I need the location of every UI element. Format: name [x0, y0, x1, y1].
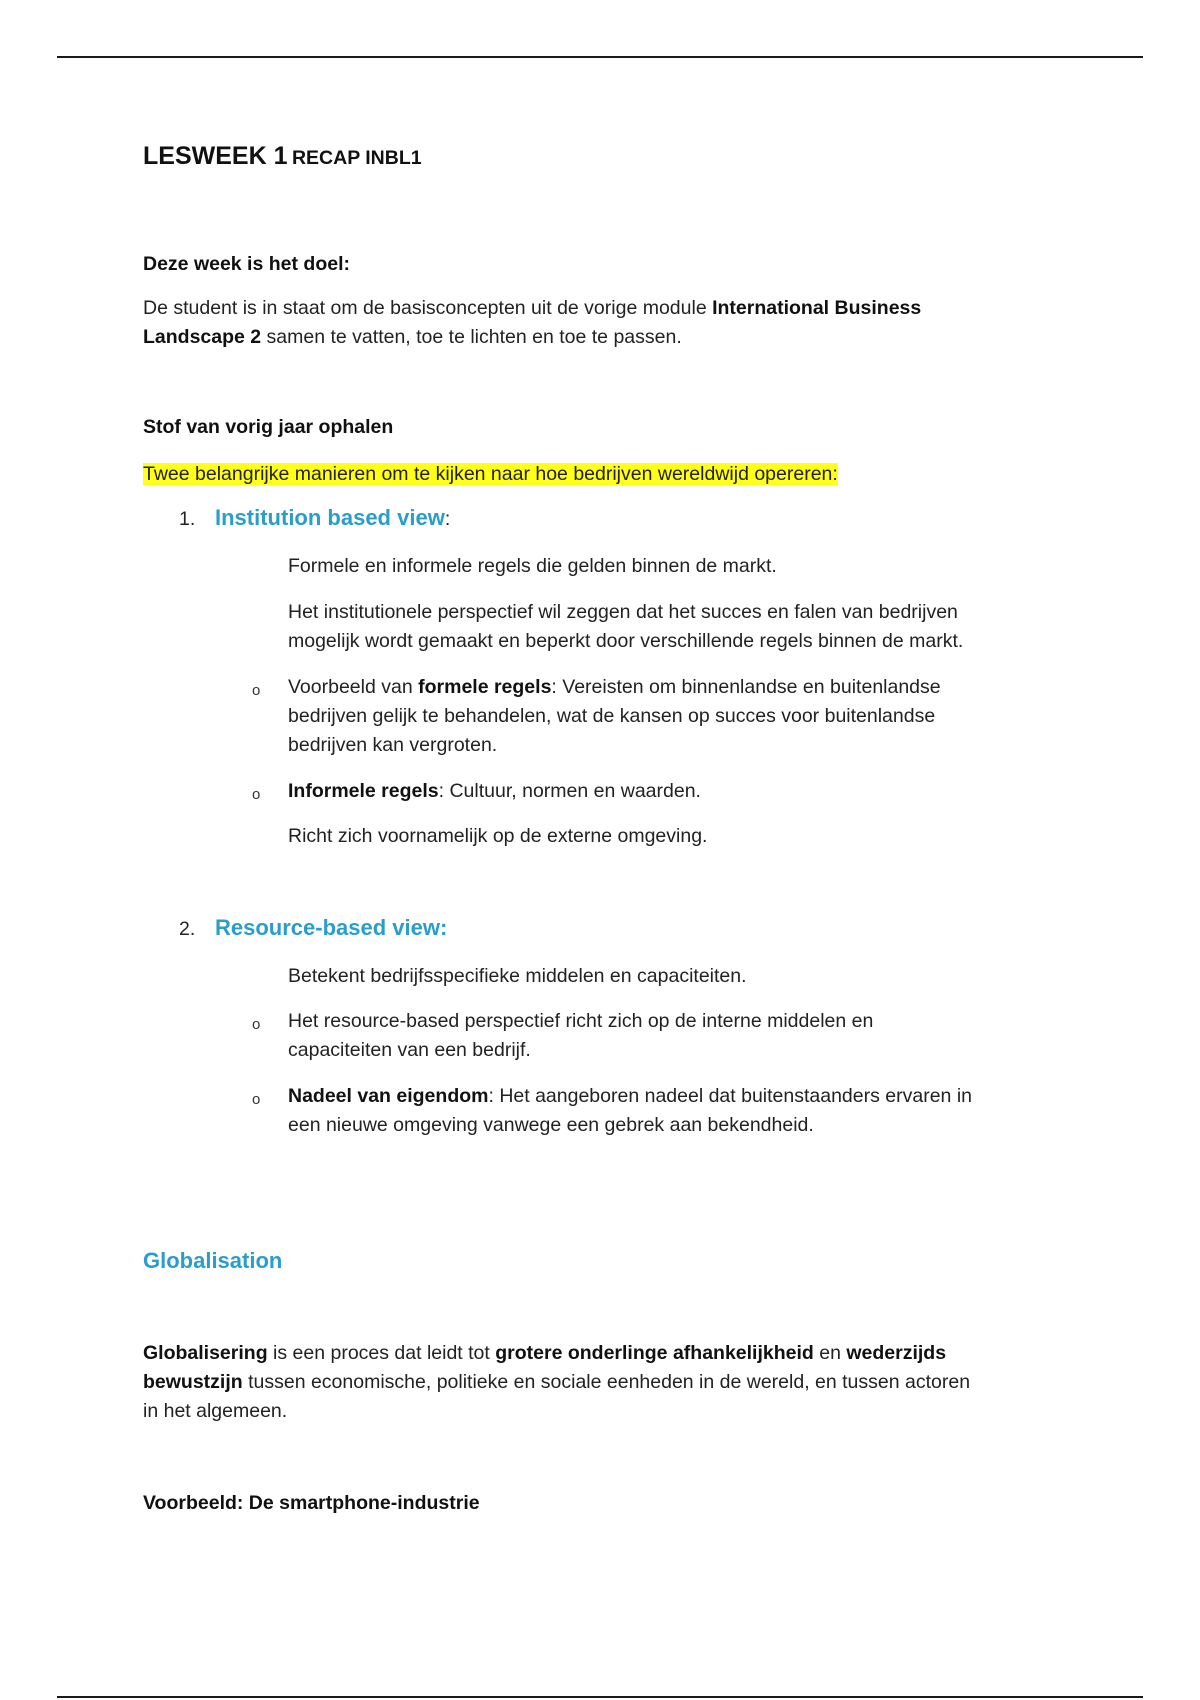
view1-external: Richt zich voornamelijk op de externe omgeving.: [288, 825, 708, 847]
bullet-internal: o: [252, 1016, 261, 1033]
view2-heading: [215, 915, 447, 941]
view1-number: 1.: [179, 508, 196, 530]
goal-heading: Deze week is het doel:: [143, 253, 350, 275]
prior-heading: Stof van vorig jaar ophalen: [143, 416, 394, 438]
g-text3: tussen economische, politieke en sociale eenheden in de wereld, en tussen actoren: [242, 1371, 971, 1393]
g-bold4: bewustzijn: [143, 1371, 243, 1393]
g-text4: in het algemeen.: [143, 1400, 288, 1422]
prior-highlight-line: [143, 460, 838, 489]
view1-perspective-line2: mogelijk wordt gemaakt en beperkt door verschillende regels binnen de markt.: [288, 630, 964, 652]
internal-line1: Het resource-based perspectief richt zich op de interne middelen en: [288, 1010, 874, 1032]
goal-text-after: samen te vatten, toe te lichten en toe te passen.: [261, 326, 682, 348]
view1-perspective: [288, 598, 963, 656]
g-bold: Globalisering: [143, 1342, 268, 1364]
view1-colon: :: [444, 508, 451, 530]
top-rule: [57, 56, 1143, 58]
goal-paragraph: [143, 294, 1143, 352]
view2-number: 2.: [179, 918, 196, 940]
globalisation-heading: Globalisation: [143, 1248, 283, 1273]
view1-perspective-line1: Het institutionele perspectief wil zeggen dat het succes en falen van bedrijven: [288, 601, 958, 623]
view1-definition: Formele en informele regels die gelden binnen de markt.: [288, 555, 777, 577]
goal-module-line1: International Business: [712, 297, 922, 319]
liability-line2: een nieuwe omgeving vanwege een gebrek aan bekendheid.: [288, 1114, 814, 1136]
goal-module-line2: Landscape 2: [143, 326, 262, 348]
example-heading: Voorbeeld: De smartphone-industrie: [143, 1492, 480, 1514]
page-title: [143, 142, 422, 171]
view2-internal: [288, 1007, 873, 1065]
view1-name: Institution based view: [215, 505, 445, 530]
g-text1: is een proces dat leidt tot: [267, 1342, 496, 1364]
liability-bold: Nadeel van eigendom: [288, 1085, 489, 1107]
g-text2: en: [813, 1342, 847, 1364]
g-bold2: grotere onderlinge afhankelijkheid: [495, 1342, 814, 1364]
g-bold3: wederzijds: [846, 1342, 947, 1364]
formal-line3: bedrijven kan vergroten.: [288, 734, 498, 756]
view2-liability: [288, 1082, 972, 1140]
prior-highlight: Twee belangrijke manieren om te kijken naar hoe bedrijven wereldwijd opereren:: [143, 463, 838, 485]
bullet-informal: o: [252, 786, 261, 803]
globalisation-paragraph: [143, 1339, 1153, 1426]
view2-definition: Betekent bedrijfsspecifieke middelen en capaciteiten.: [288, 965, 747, 987]
view1-formal-rules: [288, 673, 941, 760]
title-main: LESWEEK 1: [143, 142, 288, 170]
formal-prefix: Voorbeeld van: [288, 676, 419, 698]
bottom-rule: [57, 1696, 1143, 1698]
internal-line2: capaciteiten van een bedrijf.: [288, 1039, 531, 1061]
informal-bold: Informele regels: [288, 780, 439, 802]
bullet-liability: o: [252, 1091, 261, 1108]
view1-informal-rules: [288, 777, 701, 806]
title-sub: RECAP INBL1: [291, 147, 422, 169]
view2-name: Resource-based view:: [215, 915, 448, 940]
formal-line2: bedrijven gelijk te behandelen, wat de kansen op succes voor buitenlandse: [288, 705, 936, 727]
bullet-formal: o: [252, 682, 261, 699]
view1-heading: [215, 505, 450, 531]
goal-text-before: De student is in staat om de basisconcepten uit de vorige module: [143, 297, 713, 319]
informal-rest: : Cultuur, normen en waarden.: [438, 780, 701, 802]
formal-bold: formele regels: [418, 676, 552, 698]
liability-line1-rest: : Het aangeboren nadeel dat buitenstaanders ervaren in: [488, 1085, 972, 1107]
formal-line1-rest: : Vereisten om binnenlandse en buitenlandse: [551, 676, 941, 698]
